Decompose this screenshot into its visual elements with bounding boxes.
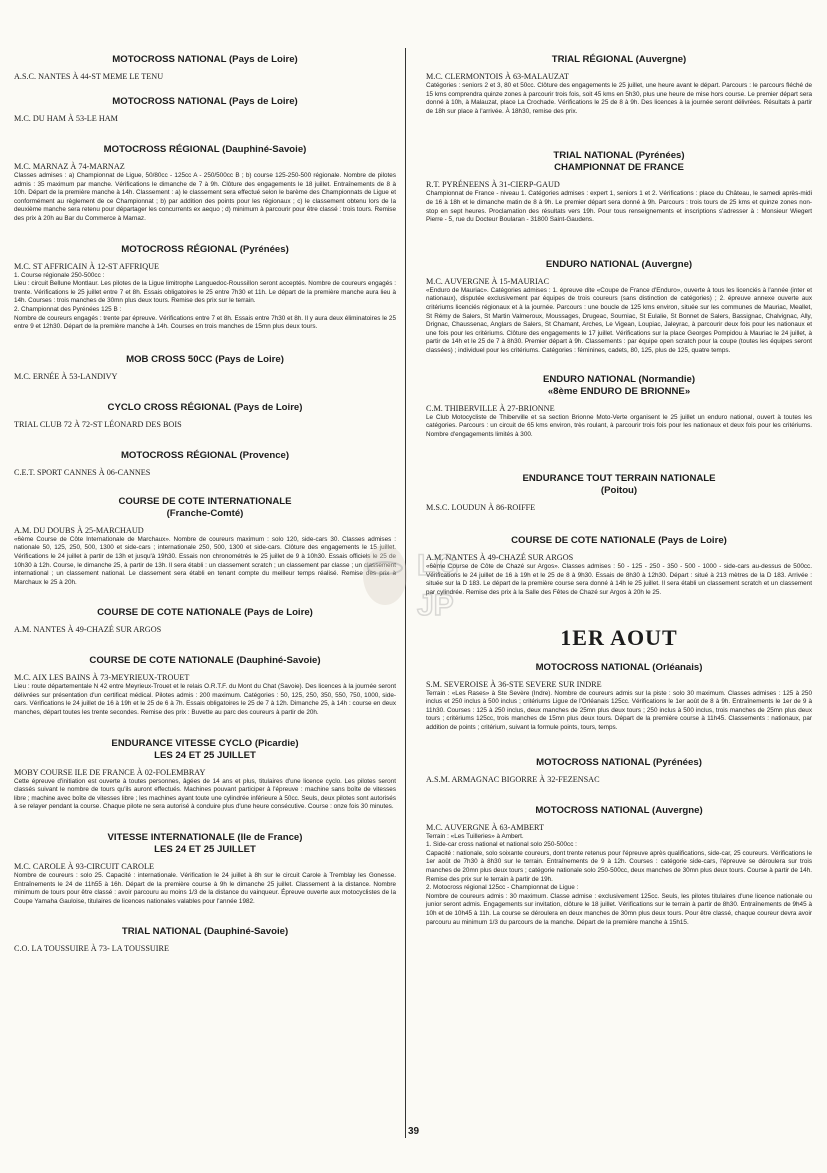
detail-paragraph: Classes admises : a) Championnat de Ligue, 50/80cc - 125cc A - 250/500cc B ; b) course 125-250-500 régionale. Nombre de pilotes admis : 35 maximum par manche. Vérifications le dimanche de 7 à 9h. Clôture des engagements le 18 juillet. Entraînements de 8 à 10h. Départ de la première manche à 14h. Classement : a) le classement sera effectué selon le barème des Championnats de Ligue et conformément au règlement de ce Championnat ; b) par addition des points pour les régionaux ; c) le classement obtenu lors de la deuxième manche sera retenu pour départager les concurrents ex aequo ; d) minimum à parcourir pour être classé : trois tours. Remise des prix à 20h au Bar du Commerce à Marnaz. bbox=[14, 172, 396, 222]
event-type: MOTOCROSS NATIONAL bbox=[535, 661, 650, 673]
event-title bbox=[426, 757, 812, 769]
event-region: (Pays de Loire) bbox=[228, 96, 298, 107]
event-details bbox=[426, 414, 812, 440]
left-column bbox=[14, 48, 396, 954]
detail-paragraph: Nombre de coureurs : solo 25. Capacité : internationale. Vérification le 24 juillet à 8h sur le circuit Carole à Tremblay les Gonesse. Entraînements le 24 de 11h55 à 16h. Départ de la première course à 9h le dimanche 25 juillet. Classement à la distance. Nombre minimum de tours pour être classé : avoir parcouru au moins 1/3 de la distance du vainqueur. Épreuve ouverte aux motocyclistes de la Coupe Yamaha Gauloise, titulaires de licences nationales valables pour l'année 1982. bbox=[14, 872, 396, 905]
event-subtitle: LES 24 ET 25 JUILLET bbox=[154, 749, 256, 761]
event-region: (Pyrénées) bbox=[652, 756, 702, 768]
event-title bbox=[426, 535, 812, 547]
event-type: COURSE DE COTE NATIONALE bbox=[511, 535, 656, 547]
event-region: (Ile de France) bbox=[237, 832, 303, 844]
event-region: (Auvergne) bbox=[641, 258, 693, 270]
organizer: M.C. CAROLE À 93-CIRCUIT CAROLE bbox=[14, 862, 154, 872]
event-region: (Dauphiné-Savoie) bbox=[222, 144, 307, 155]
detail-paragraph: Terrain : «Les Rases» à Ste Sevère (Indre). Nombre de coureurs admis sur la piste : solo 30 maximum. Classes admises : 125 à 250 inclus et 250 inclus à 500 inclus ; critériums Ligue de l'Orléanais 125cc. Vérifications le 1er août de 8 à 9h. Entraînements le 1er de 9 à 11h30. Courses : 125 à 250 inclus, deux manches de 25mn plus deux tours ; 250 inclus à 500 inclus, trois manches de 25mn plus deux tours ; critériums 125cc, trois manches de 15mn plus deux tours. Départ de la première course à 11h45. Classements : nationaux, par addition de points ; critérium, suivant la formule points, tours, temps. bbox=[426, 689, 812, 732]
event-block bbox=[14, 402, 396, 430]
detail-paragraph: Championnat de France - niveau 1. Catégories admises : expert 1, seniors 1 et 2. Vérifications : place du Château, le samedi après-midi de 16 à 18h et le dimanche matin de 8 à 9h. Le premier départ sera donné à 9h. Parcours : trois tours de 25 kms et quinze zones non-stop en sept heures. Proclamation des résultats vers 19h. Pour tous renseignements et inscriptions s'adresser à : Monsieur Wiegert Pierre - 5, rue du Docteur Boularan - 31800 Saint-Gaudens. bbox=[426, 190, 812, 224]
event-details bbox=[14, 272, 396, 332]
event-type: MOTOCROSS RÉGIONAL bbox=[103, 144, 220, 155]
detail-paragraph: Catégories : seniors 2 et 3, 80 et 50cc. Clôture des engagements le 25 juillet, une heure avant le départ. Parcours : le parcours fléché de 15 kms comprendra quinze zones à parcourir trois fois, soit 45 kms en 5h30, plus une heure de mise hors course. Le premier départ sera donné à 10h, à Malauzat, place La Crochade. Vérifications le 25 de 8 à 9h. Des licences à la journée seront délivrées. Résultats à partir de 18h sur place à l'arrivée. À 18h30, remise des prix. bbox=[426, 82, 812, 115]
event-title bbox=[14, 450, 396, 462]
event-title bbox=[14, 607, 396, 619]
event-subtitle: LES 24 ET 25 JUILLET bbox=[154, 844, 256, 856]
event-block bbox=[14, 244, 396, 332]
event-block bbox=[14, 926, 396, 954]
detail-paragraph: Capacité : nationale, solo soixante coureurs, dont trente retenus pour l'épreuve après qualifications, side-car, 25 coureurs. Vérifications le 1er août de 7h30 à 8h30 sur le terrain. Entraînements de 9 à 12h. Courses : catégorie side-cars, l'épreuve se déroulera sur trois manches de 20mn plus deux tours ; catégorie nationale solo 250-500cc, deux manches de 30mn plus deux tours. Course à partir de 14h. Remise des prix sur le terrain à partir de 19h. bbox=[426, 849, 812, 883]
event-subtitle: CHAMPIONNAT DE FRANCE bbox=[554, 162, 684, 174]
organizer: MOBY COURSE ILE DE FRANCE À 02-FOLEMBRAY bbox=[14, 767, 206, 777]
organizer: R.T. PYRÉNEENS À 31-CIERP-GAUD bbox=[426, 180, 560, 190]
detail-paragraph: Terrain : «Les Tuilleries» à Ambert. bbox=[426, 832, 524, 840]
event-block bbox=[14, 607, 396, 635]
event-type: ENDURO NATIONAL bbox=[542, 373, 636, 385]
event-block bbox=[14, 96, 396, 124]
event-details bbox=[14, 172, 396, 224]
date-banner: 1ER AOUT bbox=[560, 624, 678, 650]
event-details bbox=[426, 287, 812, 356]
organizer: M.C. AUVERGNE À 63-AMBERT bbox=[426, 822, 545, 832]
svg-text:JP: JP bbox=[417, 589, 454, 622]
page-number: 39 bbox=[407, 1126, 420, 1137]
event-title bbox=[426, 54, 812, 66]
event-block bbox=[426, 626, 812, 650]
detail-paragraph: «6ème Course de Côte Internationale de Marchaux». Nombre de coureurs maximum : solo 120, side-cars 30. Classes admises : nationale 50, 125, 250, 500, 1300 et side-cars ; internationale 250, 500, 1300 et side-cars. Clôture des engagements le 15 juillet. Vérifications le 24 juillet à partir de 13h et jusqu'à 19h30. Essais non chronométrés le 25 juillet de 9 à 10h30. Essais officiels le 25 de 10h30 à 12h. Course, le dimanche 25, à partir de 13h. Il sera établi : un classement scratch ; un classement par classe ; un classement international ; un classement national. Le classement sera établi en tenant compte du meilleur temps réalisé. Remise des prix à Marchaux le 25 à 20h. bbox=[14, 535, 396, 586]
event-type: TRIAL NATIONAL bbox=[121, 926, 202, 938]
event-block bbox=[426, 259, 812, 356]
event-block bbox=[426, 54, 812, 116]
event-details bbox=[14, 778, 396, 812]
detail-paragraph: Le Club Motocycliste de Thiberville et sa section Brionne Moto-Verte organisent le 25 juillet un enduro national, ouvert à toutes les catégories. Parcours : un circuit de 65 kms environ, très roulant, à parcourir trois fois pour les nationaux et deux fois pour les critériums. Nombre d'engagements limités à 300. bbox=[426, 413, 812, 438]
event-block bbox=[426, 805, 812, 928]
organizer: C.E.T. SPORT CANNES À 06-CANNES bbox=[14, 467, 151, 477]
detail-paragraph: 1. Side-car cross national et national solo 250-500cc : bbox=[426, 841, 577, 849]
organizer: S.M. SEVEROISE À 36-STE SEVERE SUR INDRE bbox=[426, 679, 602, 689]
detail-paragraph: Nombre de coureurs engagés : trente par épreuve. Vérifications entre 7 et 8h. Essais entre 7h30 et 8h. Il y aura deux éliminatoires le 25 entre 9 et 12h30. Départ de la première manche à 14h. Courses en trois manches de 15mn plus deux tours. bbox=[14, 314, 396, 331]
event-title bbox=[426, 259, 812, 271]
event-details bbox=[426, 82, 812, 116]
event-region: (Pays de Loire) bbox=[658, 535, 727, 547]
event-type: TRIAL NATIONAL bbox=[553, 150, 633, 162]
event-subtitle: (Poitou) bbox=[600, 485, 638, 497]
event-region: (Picardie) bbox=[254, 737, 299, 749]
event-block bbox=[426, 662, 812, 733]
event-title bbox=[426, 473, 812, 485]
event-region: (Pays de Loire) bbox=[244, 607, 313, 619]
event-block bbox=[426, 473, 812, 513]
event-details bbox=[14, 683, 396, 717]
event-region: (Orléanais) bbox=[652, 661, 703, 673]
event-region: (Pays de Loire) bbox=[215, 353, 284, 365]
event-title bbox=[14, 54, 396, 66]
organizer: M.C. DU HAM À 53-LE HAM bbox=[14, 114, 118, 123]
organizer: C.M. THIBERVILLE À 27-BRIONNE bbox=[426, 403, 555, 413]
event-type: ENDURANCE VITESSE CYCLO bbox=[111, 737, 253, 749]
event-title bbox=[14, 832, 396, 844]
event-region: (Provence) bbox=[239, 449, 290, 461]
event-type: MOTOCROSS RÉGIONAL bbox=[120, 449, 237, 461]
event-title bbox=[426, 805, 812, 817]
event-subtitle: «8ème ENDURO DE BRIONNE» bbox=[547, 385, 691, 397]
event-details bbox=[14, 872, 396, 906]
event-title bbox=[14, 354, 396, 366]
event-details bbox=[426, 690, 812, 733]
event-title bbox=[14, 496, 396, 508]
event-region: (Pyrénées) bbox=[635, 150, 685, 162]
event-title bbox=[14, 144, 396, 156]
event-title bbox=[426, 150, 812, 162]
event-type: COURSE DE COTE INTERNATIONALE bbox=[118, 495, 292, 507]
detail-paragraph: 2. Motocross régional 125cc - Championnat de Ligue : bbox=[426, 884, 579, 892]
detail-paragraph: Lieu : route départementale N 42 entre Meyrieux-Trouet et le relais O.R.T.F. du Mont du Chat (Savoie). Des licences à la journée seront délivrées sur présentation d'un certificat médical. Pilotes admis : 200 maximum. Catégories : 50, 125, 250, 350, 550, 750, 1000, side-cars. Vérifications le 24 juillet de 16 à 19h et le 25 de 6 à 7h. Essais obligatoires le 25 de 7 à 12h. Dimanche 25, à 14h : course en deux manches, départ toutes les trente secondes. Remise des prix : Buvette au parc des coureurs à partir de 20h. bbox=[14, 683, 396, 717]
event-region: (Dauphiné-Savoie) bbox=[203, 926, 289, 938]
event-type: COURSE DE COTE NATIONALE bbox=[97, 607, 242, 619]
organizer: TRIAL CLUB 72 À 72-ST LÉONARD DES BOIS bbox=[14, 419, 182, 429]
event-type: VITESSE INTERNATIONALE bbox=[107, 832, 235, 844]
event-region: (Pyrénées) bbox=[239, 243, 289, 255]
event-title bbox=[14, 96, 396, 108]
event-type: MOTOCROSS RÉGIONAL bbox=[121, 243, 238, 255]
event-region: (Auvergne) bbox=[652, 804, 703, 816]
detail-paragraph: «6ème Course de Côte de Chazé sur Argos». Classes admises : 50 - 125 - 250 - 350 - 500 - 1000 - side-cars au-dessus de 500cc. Vérifications le 24 juillet de 16 à 19h et le 25 de 8 à 9h30. Essais de 8h30 à 12h30. Départ : situé à 213 mètres de la D 183. Arrivée : située sur la D 183. Le départ de la première course sera donné à 14h le 25 juillet. Il sera établi un classement scratch et un classement par cylindrée. Remise des prix à la Salle des Fêtes de Chazé sur Argos à 20h le 25. bbox=[426, 563, 812, 597]
event-block bbox=[14, 738, 396, 812]
watermark-logo bbox=[355, 530, 465, 640]
organizer: M.C. AUVERGNE À 15-MAURIAC bbox=[426, 276, 550, 286]
event-type: MOB CROSS 50CC bbox=[126, 353, 213, 365]
svg-text:LG: LG bbox=[417, 549, 459, 582]
organizer: A.S.C. NANTES À 44-ST MEME LE TENU bbox=[14, 72, 164, 81]
organizer: M.C. ST AFFRICAIN À 12-ST AFFRIQUE bbox=[14, 261, 160, 271]
organizer: A.M. DU DOUBS À 25-MARCHAUD bbox=[14, 525, 144, 535]
detail-paragraph: 2. Championnat des Pyrénées 125 B : bbox=[14, 305, 122, 313]
detail-paragraph: Cette épreuve d'initiation est ouverte à toutes personnes, âgées de 14 ans et plus, titulaires d'une licence cyclo. Les pilotes seront classés suivant le nombre de tours qu'ils auront effectués. Machines pouvant participer à l'épreuve : machine sans boîte de vitesses libre ; machine avec boîte de vitesses libre ; les machines ayant toute une cylindrée inférieure à 50cc. Seuls, deux pilotes sont autorisés à se relayer pendant la course. Chaque pilote ne sera autorisé à conduire plus d'une heure consécutive. Course : onze fois 30 minutes. bbox=[14, 777, 396, 811]
event-block bbox=[426, 757, 812, 785]
event-block bbox=[426, 535, 812, 597]
event-type: COURSE DE COTE NATIONALE bbox=[89, 655, 234, 667]
organizer: M.C. MARNAZ À 74-MARNAZ bbox=[14, 162, 125, 171]
event-region: (Normandie) bbox=[638, 373, 696, 385]
event-region: (Pays de Loire) bbox=[233, 401, 303, 413]
event-block bbox=[426, 150, 812, 224]
event-region: (Pays de Loire) bbox=[228, 54, 298, 65]
event-type: MOTOCROSS NATIONAL bbox=[536, 756, 651, 768]
organizer: M.C. AIX LES BAINS À 73-MEYRIEUX-TROUET bbox=[14, 673, 190, 683]
detail-paragraph: Nombre de coureurs admis : 30 maximum. Classe admise : exclusivement 125cc. Seuls, les pilotes titulaires d'une licence nationale ou junior seront admis. Engagements sur invitation, clôture le 18 juillet. Vérifications sur le terrain à partir de 8h30. Entraînements de 9h45 à 10h et de 10h45 à 11h. La course se déroulera en deux manches de 30mn plus deux tours. Pour être classé, chaque coureur devra avoir parcouru au minimum 1/3 du parcours de la manche. Départ de la première manche à 15h15. bbox=[426, 892, 812, 926]
event-type: CYCLO CROSS RÉGIONAL bbox=[107, 401, 232, 413]
event-block bbox=[14, 496, 396, 588]
event-type: ENDURANCE TOUT TERRAIN NATIONALE bbox=[522, 473, 716, 485]
event-title bbox=[14, 402, 396, 414]
event-block bbox=[14, 450, 396, 478]
event-details bbox=[426, 563, 812, 597]
organizer: A.S.M. ARMAGNAC BIGORRE À 32-FEZENSAC bbox=[426, 774, 600, 784]
organizer: A.M. NANTES À 49-CHAZÉ SUR ARGOS bbox=[426, 553, 574, 563]
organizer: M.C. CLERMONTOIS À 63-MALAUZAT bbox=[426, 72, 569, 81]
detail-paragraph: 1. Course régionale 250-500cc : bbox=[14, 271, 105, 279]
event-details bbox=[14, 536, 396, 588]
event-title bbox=[426, 374, 812, 386]
event-type: MOTOCROSS NATIONAL bbox=[535, 804, 650, 816]
event-subtitle: (Franche-Comté) bbox=[166, 507, 244, 519]
detail-paragraph: Lieu : circuit Bellune Montlaur. Les pilotes de la Ligue limitrophe Languedoc-Roussillon seront acceptés. Nombre de coureurs engagés : trente. Vérifications le 25 juillet entre 7 et 8h. Essais obligatoires le 25 entre 7h30 et 11h. Le départ de la première manche aura lieu à 14h. Courses : trois manches de 30mn plus deux tours. Remise des prix sur le terrain. bbox=[14, 280, 396, 305]
organizer: C.O. LA TOUSSUIRE À 73- LA TOUSSUIRE bbox=[14, 944, 169, 954]
event-block bbox=[14, 655, 396, 717]
event-title bbox=[14, 926, 396, 938]
detail-paragraph: «Enduro de Mauriac». Catégories admises : 1. épreuve dite «Coupe de France d'Enduro», ouverte à tous les licenciés à l'année (inter et nationaux), disputée exclusivement par équipes de trois coureurs (sans distinction de catégories) ; 2. épreuve annexe ouverte aux critériums licenciés régionaux et à la journée. Parcours : une boucle de 125 kms environ, située sur les communes de Mauriac, Meallet, St Rémy de Salers, St Martin Valmeroux, Moussages, Drugeac, Sourniac, St Eulalie, St Bonnet de Salers, Bassignac, Chalvignac, Ally, Drignac, Chaussenac, Anglars de Salers, St Chamant, Arches, Le Vigean, Loupiac, Jaleyrac, à parcourir deux fois pour les nationaux et une fois pour les critériums. Clôture des engagements le 17 juillet. Vérifications sur la place Georges Pompidou à Mauriac le 24 juillet, à partir de 14h et le 25 de 7 à 8h30. Premier départ à 9h. Classements : par équipe open scratch pour la coupe (toutes les équipes seront classées) ; individuel pour les critériums. Catégories : féminines, cadets, 80, 125, plus de 125, quatre temps. bbox=[426, 286, 812, 354]
event-block bbox=[14, 832, 396, 906]
event-type: MOTOCROSS NATIONAL bbox=[112, 96, 227, 107]
event-region: (Auvergne) bbox=[635, 54, 687, 65]
event-title bbox=[14, 655, 396, 667]
event-type: ENDURO NATIONAL bbox=[545, 258, 639, 270]
event-title bbox=[14, 738, 396, 750]
organizer: M.S.C. LOUDUN À 86-ROIFFE bbox=[426, 503, 536, 513]
right-column bbox=[426, 48, 812, 927]
event-type: MOTOCROSS NATIONAL bbox=[112, 54, 227, 65]
organizer: A.M. NANTES À 49-CHAZÉ SUR ARGOS bbox=[14, 625, 162, 635]
event-title bbox=[426, 662, 812, 674]
event-details bbox=[426, 833, 812, 928]
event-region: (Dauphiné-Savoie) bbox=[236, 655, 321, 667]
event-details bbox=[426, 190, 812, 224]
event-block bbox=[14, 54, 396, 82]
event-block bbox=[426, 374, 812, 440]
event-title bbox=[14, 244, 396, 256]
event-type: TRIAL RÉGIONAL bbox=[551, 54, 633, 65]
event-block bbox=[14, 354, 396, 382]
event-block bbox=[14, 144, 396, 224]
organizer: M.C. ERNÉE À 53-LANDIVY bbox=[14, 371, 118, 381]
